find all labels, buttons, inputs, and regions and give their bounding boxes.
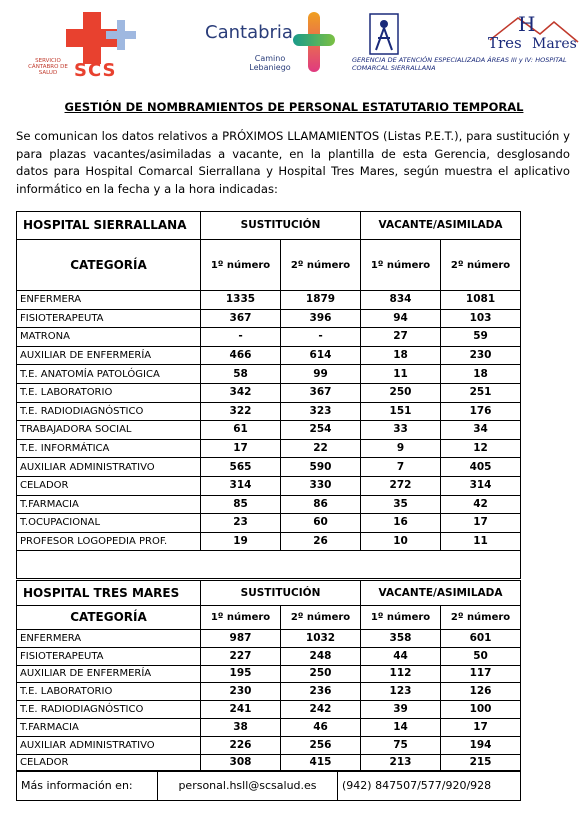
number-cell: 256 — [281, 736, 361, 754]
category-cell: TRABAJADORA SOCIAL — [17, 421, 201, 440]
number-cell: 12 — [441, 439, 521, 458]
number-cell: 251 — [441, 383, 521, 402]
number-cell: 17 — [441, 718, 521, 736]
category-cell: T.OCUPACIONAL — [17, 514, 201, 533]
table-row — [17, 647, 521, 665]
tres-mares-logo — [488, 12, 580, 58]
column-header: 1º número — [361, 240, 441, 291]
category-cell: PROFESOR LOGOPEDIA PROF. — [17, 532, 201, 551]
number-cell: 614 — [281, 346, 361, 365]
number-cell: 75 — [361, 736, 441, 754]
number-cell: 46 — [281, 718, 361, 736]
column-header: 1º número — [361, 606, 441, 630]
cantabria-logo-text: Cantabria — [205, 22, 293, 43]
footer-phone: (942) 847507/577/920/928 — [338, 771, 521, 801]
table-row — [17, 532, 521, 551]
number-cell: 834 — [361, 291, 441, 310]
category-cell: CELADOR — [17, 754, 201, 772]
number-cell: 18 — [361, 346, 441, 365]
column-header: 2º número — [281, 240, 361, 291]
footer-email[interactable]: personal.hsll@scsalud.es — [158, 771, 338, 801]
categoria-header: CATEGORÍA — [17, 606, 201, 630]
category-cell: CELADOR — [17, 476, 201, 495]
table-spacer — [17, 551, 521, 579]
number-cell: 60 — [281, 514, 361, 533]
column-header: 2º número — [441, 240, 521, 291]
number-cell: 194 — [441, 736, 521, 754]
number-cell: 342 — [201, 383, 281, 402]
number-cell: 112 — [361, 665, 441, 683]
category-cell: ENFERMERA — [17, 630, 201, 648]
category-cell: T.E. LABORATORIO — [17, 683, 201, 701]
number-cell: 50 — [441, 647, 521, 665]
number-cell: 18 — [441, 365, 521, 384]
number-cell: 330 — [281, 476, 361, 495]
number-cell: 415 — [281, 754, 361, 772]
number-cell: 367 — [281, 383, 361, 402]
number-cell: 11 — [361, 365, 441, 384]
number-cell: 230 — [441, 346, 521, 365]
number-cell: 39 — [361, 701, 441, 719]
categoria-header: CATEGORÍA — [17, 240, 201, 291]
table-row — [17, 421, 521, 440]
number-cell: 22 — [281, 439, 361, 458]
number-cell: 230 — [201, 683, 281, 701]
table-row — [17, 665, 521, 683]
category-cell: AUXILIAR ADMINISTRATIVO — [17, 458, 201, 477]
number-cell: 1879 — [281, 291, 361, 310]
blue-cross-icon — [106, 20, 136, 50]
number-cell: 405 — [441, 458, 521, 477]
category-cell: T.FARMACIA — [17, 718, 201, 736]
number-cell: 19 — [201, 532, 281, 551]
number-cell: 195 — [201, 665, 281, 683]
number-cell: 227 — [201, 647, 281, 665]
number-cell: 248 — [281, 647, 361, 665]
column-header: 1º número — [201, 240, 281, 291]
category-cell: AUXILIAR ADMINISTRATIVO — [17, 736, 201, 754]
category-cell: T.E. ANATOMÍA PATOLÓGICA — [17, 365, 201, 384]
footer-label: Más información en: — [17, 771, 158, 801]
number-cell: 1081 — [441, 291, 521, 310]
number-cell: 42 — [441, 495, 521, 514]
table-row — [17, 439, 521, 458]
number-cell: 100 — [441, 701, 521, 719]
number-cell: 61 — [201, 421, 281, 440]
number-cell: 314 — [201, 476, 281, 495]
number-cell: 7 — [361, 458, 441, 477]
number-cell: 123 — [361, 683, 441, 701]
number-cell: 58 — [201, 365, 281, 384]
category-cell: FISIOTERAPEUTA — [17, 309, 201, 328]
number-cell: 367 — [201, 309, 281, 328]
category-cell: MATRONA — [17, 328, 201, 347]
number-cell: 10 — [361, 532, 441, 551]
column-header: 2º número — [281, 606, 361, 630]
number-cell: 33 — [361, 421, 441, 440]
tres-mares-h: H — [518, 12, 536, 36]
cantabria-logo — [205, 12, 335, 87]
number-cell: 213 — [361, 754, 441, 772]
table-row — [17, 365, 521, 384]
vacante-header: VACANTE/ASIMILADA — [361, 581, 521, 606]
scs-logo-subtext: SERVICIO CÁNTABRO DE SALUD — [28, 58, 68, 76]
scs-logo — [28, 10, 138, 82]
number-cell: 17 — [201, 439, 281, 458]
number-cell: 16 — [361, 514, 441, 533]
table-row — [17, 701, 521, 719]
scs-logo-letters: SCS — [74, 60, 117, 81]
number-cell: 1335 — [201, 291, 281, 310]
header-logos — [0, 0, 588, 90]
number-cell: 34 — [441, 421, 521, 440]
number-cell: 59 — [441, 328, 521, 347]
hospital-name: HOSPITAL SIERRALLANA — [17, 212, 201, 240]
number-cell: 151 — [361, 402, 441, 421]
table-row — [17, 630, 521, 648]
vacante-header: VACANTE/ASIMILADA — [361, 212, 521, 240]
number-cell: 1032 — [281, 630, 361, 648]
number-cell: 94 — [361, 309, 441, 328]
sustitucion-header: SUSTITUCIÓN — [201, 212, 361, 240]
number-cell: 250 — [361, 383, 441, 402]
column-header: 2º número — [441, 606, 521, 630]
table-row — [17, 309, 521, 328]
table-row — [17, 718, 521, 736]
number-cell: 103 — [441, 309, 521, 328]
number-cell: 99 — [281, 365, 361, 384]
page-title: GESTIÓN DE NOMBRAMIENTOS DE PERSONAL ESTATUTARIO TEMPORAL — [64, 100, 524, 114]
number-cell: 176 — [441, 402, 521, 421]
number-cell: 254 — [281, 421, 361, 440]
number-cell: 272 — [361, 476, 441, 495]
table-row — [17, 346, 521, 365]
tres-mares-table — [16, 580, 521, 772]
number-cell: 85 — [201, 495, 281, 514]
number-cell: 27 — [361, 328, 441, 347]
number-cell: - — [201, 328, 281, 347]
table-row — [17, 495, 521, 514]
number-cell: 117 — [441, 665, 521, 683]
sierrallana-table — [16, 211, 521, 579]
number-cell: 11 — [441, 532, 521, 551]
number-cell: 241 — [201, 701, 281, 719]
table-row — [17, 736, 521, 754]
number-cell: 466 — [201, 346, 281, 365]
number-cell: 396 — [281, 309, 361, 328]
table-row — [17, 291, 521, 310]
table-row — [17, 383, 521, 402]
category-cell: FISIOTERAPEUTA — [17, 647, 201, 665]
table-row — [17, 402, 521, 421]
number-cell: 565 — [201, 458, 281, 477]
gerencia-emblem-icon — [366, 12, 402, 56]
number-cell: 226 — [201, 736, 281, 754]
cantabria-cross-icon — [293, 12, 335, 72]
category-cell: AUXILIAR DE ENFERMERÍA — [17, 665, 201, 683]
number-cell: 23 — [201, 514, 281, 533]
tres-mares-tres: Tres — [488, 34, 522, 52]
hospital-name: HOSPITAL TRES MARES — [17, 581, 201, 606]
number-cell: 35 — [361, 495, 441, 514]
number-cell: 987 — [201, 630, 281, 648]
number-cell: 242 — [281, 701, 361, 719]
contact-footer — [16, 770, 521, 801]
number-cell: - — [281, 328, 361, 347]
number-cell: 9 — [361, 439, 441, 458]
table-row — [17, 476, 521, 495]
category-cell: ENFERMERA — [17, 291, 201, 310]
number-cell: 323 — [281, 402, 361, 421]
number-cell: 26 — [281, 532, 361, 551]
column-header: 1º número — [201, 606, 281, 630]
number-cell: 86 — [281, 495, 361, 514]
category-cell: T.E. RADIODIAGNÓSTICO — [17, 402, 201, 421]
tres-mares-mares: Mares — [532, 36, 577, 52]
intro-paragraph: Se comunican los datos relativos a PRÓXIMOS LLAMAMIENTOS (Listas P.E.T.), para sustitución y para plazas vacantes/asimiladas a vacante, en la plantilla de esta Gerencia, desglosando datos para Hospital Comarcal Sierrallana y Hospital Tres Mares, según muestra el aplicativo informático en la fecha y a la hora indicadas: — [16, 129, 570, 196]
number-cell: 314 — [441, 476, 521, 495]
number-cell: 38 — [201, 718, 281, 736]
gerencia-logo-text: GERENCIA DE ATENCIÓN ESPECIALIZADA ÁREAS III y IV: HOSPITAL COMARCAL SIERRALLANA — [352, 56, 567, 72]
cantabria-logo-subtext: Camino Lebaniego — [249, 54, 291, 72]
number-cell: 44 — [361, 647, 441, 665]
number-cell: 17 — [441, 514, 521, 533]
table-row — [17, 458, 521, 477]
number-cell: 358 — [361, 630, 441, 648]
table-row — [17, 514, 521, 533]
category-cell: T.E. RADIODIAGNÓSTICO — [17, 701, 201, 719]
table-row — [17, 683, 521, 701]
number-cell: 215 — [441, 754, 521, 772]
number-cell: 250 — [281, 665, 361, 683]
number-cell: 322 — [201, 402, 281, 421]
category-cell: T.FARMACIA — [17, 495, 201, 514]
number-cell: 126 — [441, 683, 521, 701]
category-cell: T.E. INFORMÁTICA — [17, 439, 201, 458]
sustitucion-header: SUSTITUCIÓN — [201, 581, 361, 606]
table-row — [17, 328, 521, 347]
number-cell: 236 — [281, 683, 361, 701]
category-cell: AUXILIAR DE ENFERMERÍA — [17, 346, 201, 365]
gerencia-logo — [352, 12, 584, 82]
number-cell: 14 — [361, 718, 441, 736]
number-cell: 590 — [281, 458, 361, 477]
number-cell: 601 — [441, 630, 521, 648]
number-cell: 308 — [201, 754, 281, 772]
category-cell: T.E. LABORATORIO — [17, 383, 201, 402]
